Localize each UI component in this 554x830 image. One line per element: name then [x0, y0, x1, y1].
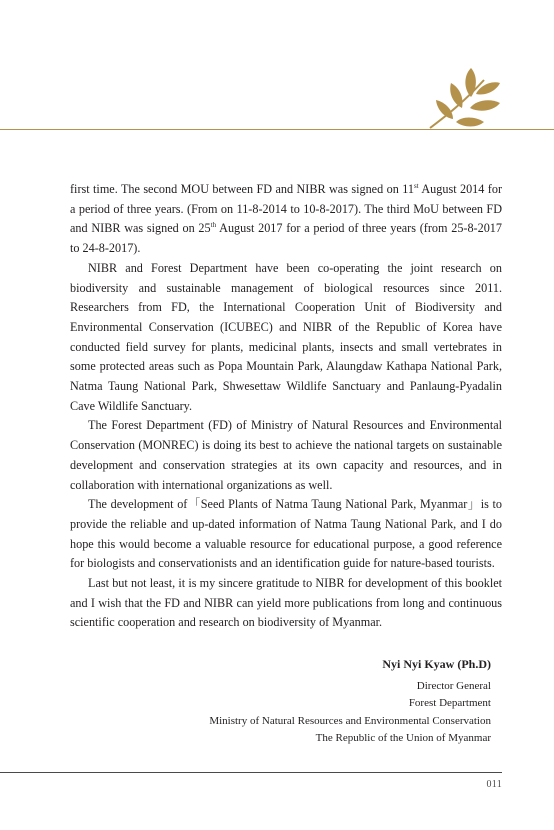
paragraph-forest-department: The Forest Department (FD) of Ministry of Natural Resources and Environmental Conservation (MONREC) is doing its best to achieve the national targets on sustainable development and conservation strategies at its own capacity and resources, and in collaboration with international organizations as well.: [70, 418, 502, 492]
paragraph-booklet-purpose: The development of「Seed Plants of Natma Taung National Park, Myanmar」is to provide the reliable and up-dated information of Natma Taung National Park, and I do hope this would become a valuable resource for educational purpose, a good reference for biologists and conservationists and an identification guide for nature-based tourists.: [70, 497, 502, 571]
signatory-ministry: Ministry of Natural Resources and Environmental Conservation: [209, 714, 491, 727]
leaf-branch-icon: [424, 66, 502, 130]
paragraph-gratitude: Last but not least, it is my sincere gratitude to NIBR for development of this booklet and I wish that the FD and NIBR can yield more publications from long and continuous scientific cooperation and research on biodiversity of Myanmar.: [70, 576, 502, 630]
footer-rule: [0, 772, 502, 773]
body-text: [70, 180, 502, 633]
signatory-department: Forest Department: [408, 697, 491, 709]
paragraph-joint-research: NIBR and Forest Department have been co-operating the joint research on biodiversity and sustainable management of biological resources since 2011. Researchers from FD, the International Cooperation Unit of Biodiversity and Environmental Conservation (ICUBEC) and NIBR of the Republic of Korea have conducted field survey for plants, medicinal plants, insects and small vertebrates in some protected areas such as Popa Mountain Park, Alaungdaw Kathapa National Park, Natma Taung National Park, Shwesettaw Wildlife Sanctuary and Panlaung-Pyadalin Cave Wildlife Sanctuary.: [70, 260, 502, 413]
signature-block: [51, 656, 491, 748]
page-number: 011: [486, 779, 502, 790]
paragraph-continuation: first time. The second MOU between FD and NIBR was signed on 11st August 2014 for a period of three years. (From on 11-8-2014 to 10-8-2017). The third MoU between FD and NIBR was signed on 25th August 2017 for a period of three years (from 25-8-2017 to 24-8-2017).: [70, 182, 502, 256]
signatory-title: Director General: [416, 679, 491, 692]
header-rule: [0, 129, 554, 130]
signatory-country: The Republic of the Union of Myanmar: [315, 732, 491, 744]
signatory-name: Nyi Nyi Kyaw (Ph.D): [382, 657, 491, 671]
